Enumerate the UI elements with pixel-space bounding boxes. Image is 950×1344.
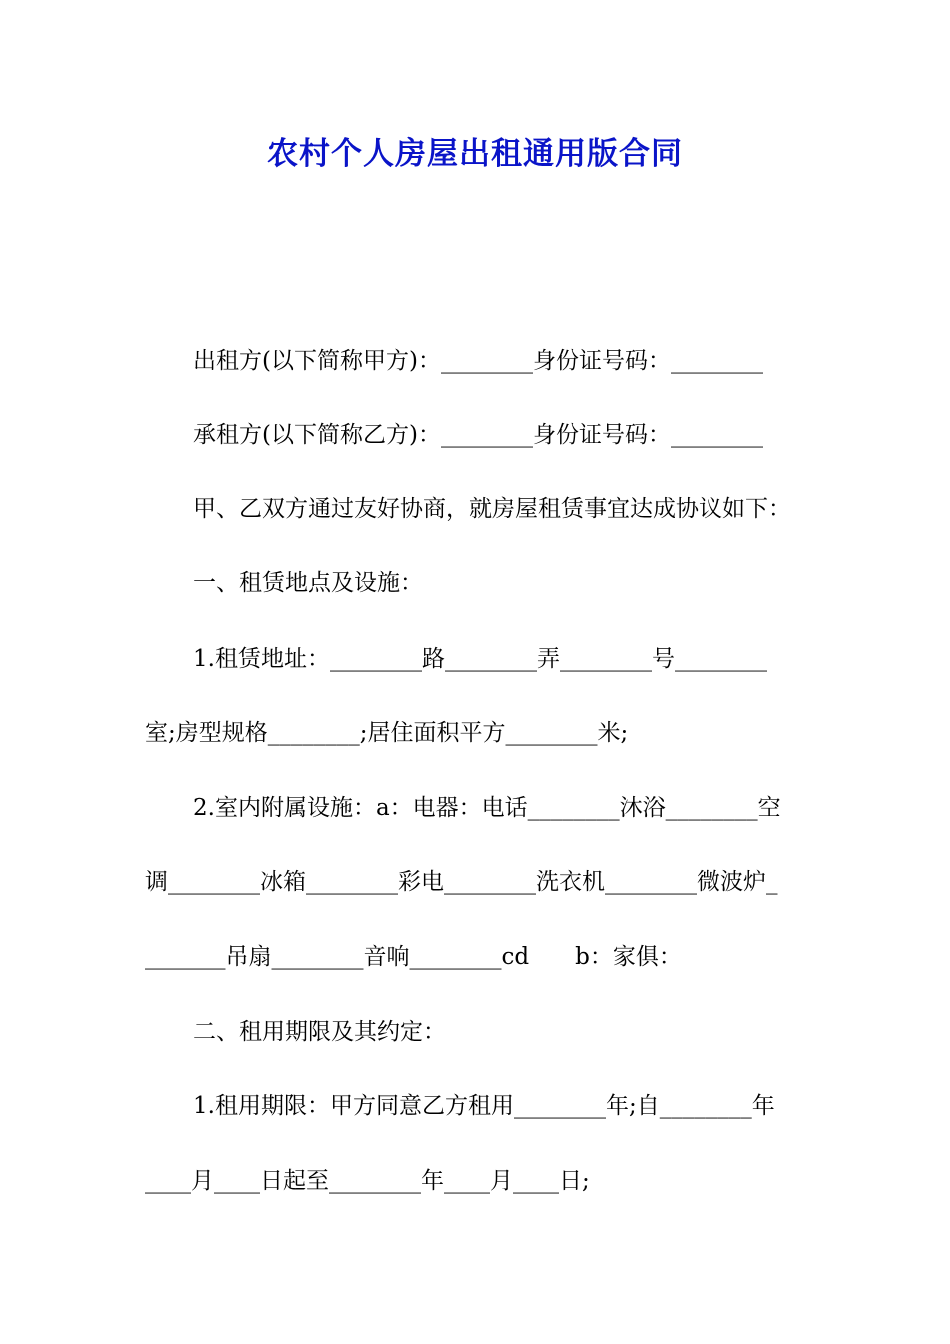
document-title: 农村个人房屋出租通用版合同: [267, 136, 683, 172]
lessor-line: 出租方(以下简称甲方)：________身份证号码：________: [193, 348, 763, 374]
section-heading-1: 一、租赁地点及设施：: [193, 570, 423, 596]
section-heading-2: 二、租用期限及其约定：: [193, 1019, 446, 1045]
clause-facilities-cont-1: 调________冰箱________彩电________洗衣机________微波炉_: [145, 869, 778, 895]
clause-facilities-cont-2: _______吊扇________音响________cd b：家俱：: [145, 944, 682, 970]
clause-term-cont: ____月____日起至________年____月____日;: [145, 1168, 590, 1194]
clause-term: 1.租用期限：甲方同意乙方租用________年;自________年: [193, 1093, 775, 1119]
lessee-line: 承租方(以下简称乙方)：________身份证号码：________: [193, 422, 763, 448]
clause-facilities: 2.室内附属设施：a：电器：电话________沐浴________空: [193, 795, 781, 821]
agreement-intro: 甲、乙双方通过友好协商，就房屋租赁事宜达成协议如下：: [193, 496, 791, 522]
clause-address-cont: 室;房型规格________;居住面积平方________米;: [145, 720, 629, 746]
clause-address: 1.租赁地址：________路________弄________号________: [193, 646, 767, 672]
